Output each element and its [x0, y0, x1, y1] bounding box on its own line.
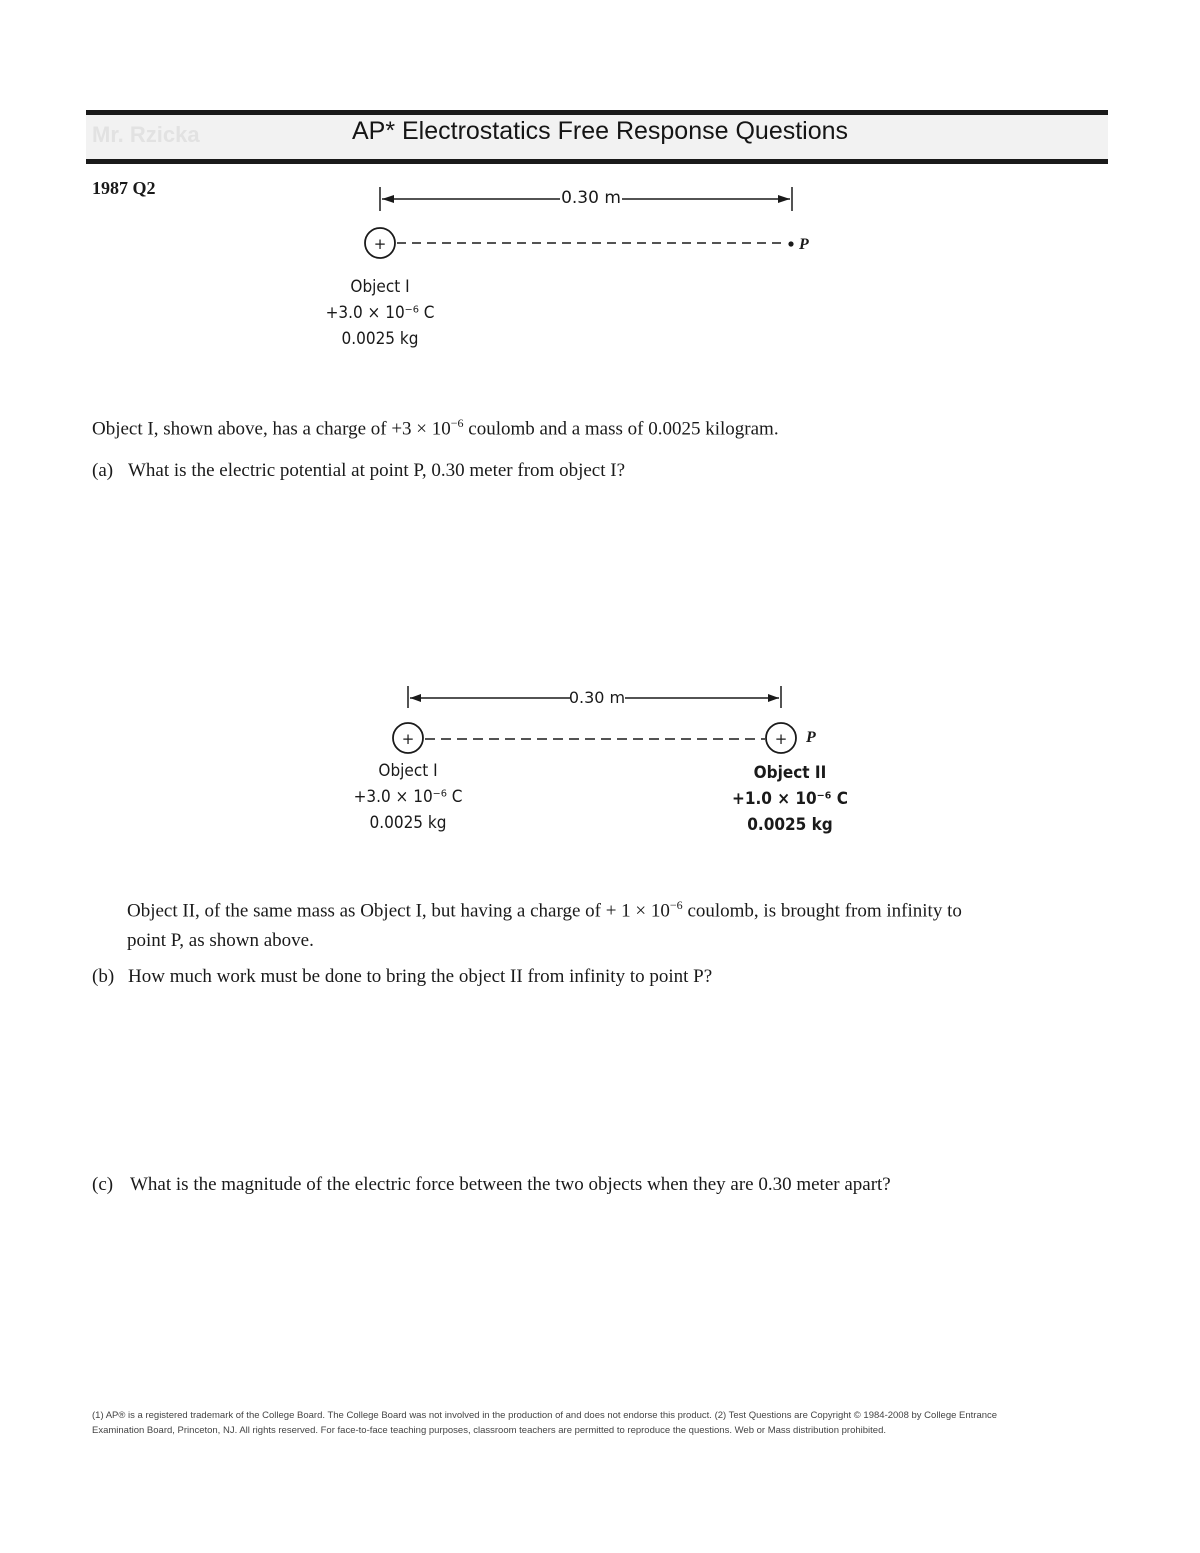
part-a — [92, 456, 1092, 486]
part-a-text: What is the electric potential at point P, 0.30 meter from object I? — [128, 460, 626, 481]
part-a-label: (a) — [92, 460, 114, 481]
diagram-2-distance-label: 0.30 m — [568, 688, 626, 707]
part-b — [92, 962, 1092, 992]
part-b-label: (b) — [92, 966, 115, 987]
diagram-2-object-ii-label — [705, 760, 875, 838]
diagram-1-point-p — [788, 241, 793, 246]
intro-paragraph — [92, 408, 1092, 444]
diagram-1-point-label: P — [799, 236, 809, 253]
part-c — [92, 1170, 1092, 1200]
page-title: AP* Electrostatics Free Response Questions — [351, 117, 849, 145]
diagram-2-object-i-charge-symbol: + — [401, 730, 415, 748]
diagram-2-object-ii-name: Object II — [753, 763, 827, 783]
diagram-2-point-label: P — [806, 729, 816, 746]
intro-text-after: coulomb and a mass of 0.0025 kilogram. — [463, 418, 779, 440]
diagram-2-object-ii-charge: +1.0 × 10⁻⁶ C — [732, 789, 848, 809]
diagram-1-charge-symbol: + — [373, 235, 387, 253]
diagram-1-object-i-name: Object I — [350, 277, 410, 297]
part-b-text: How much work must be done to bring the object II from infinity to point P? — [128, 966, 713, 987]
diagram-2-object-i-name: Object I — [378, 761, 438, 781]
diagram-2-object-ii-mass: 0.0025 kg — [747, 815, 833, 835]
diagram-1-object-i-mass: 0.0025 kg — [341, 329, 419, 349]
part-c-text: What is the magnitude of the electric force between the two objects when they are 0.30 meter apart? — [130, 1174, 891, 1195]
diagram-2-object-i-mass: 0.0025 kg — [369, 813, 447, 833]
header-ghost-text: Mr. Rzicka — [92, 122, 200, 147]
diagram-1-distance-label: 0.30 m — [561, 188, 621, 208]
object-ii-line-1 — [127, 890, 1087, 926]
question-number: 1987 Q2 — [92, 178, 156, 198]
object-ii-text-before: Object II, of the same mass as Object I, but having a charge of + 1 × 10 — [127, 900, 670, 922]
intro-text-before: Object I, shown above, has a charge of +3 × 10 — [92, 418, 451, 440]
footer-line-1: (1) AP® is a registered trademark of the College Board. The College Board was not involved in the production of and does not endorse this product. (2) Test Questions are Copyright © 1984-2008 by College Entrance — [92, 1410, 998, 1421]
object-ii-exponent: −6 — [669, 898, 683, 912]
object-ii-line-2: point P, as shown above. — [127, 930, 314, 952]
diagram-1-object-i-charge: +3.0 × 10⁻⁶ C — [325, 303, 435, 323]
object-ii-text-after: coulomb, is brought from infinity to — [682, 900, 962, 922]
diagram-2-object-i-label — [328, 758, 488, 836]
part-c-label: (c) — [92, 1174, 114, 1195]
object-ii-paragraph — [127, 890, 1087, 956]
diagram-2-object-i-charge: +3.0 × 10⁻⁶ C — [353, 787, 463, 807]
footer-line-2: Examination Board, Princeton, NJ. All rights reserved. For face-to-face teaching purposes, classroom teachers are permitted to reproduce the questions. Web or Mass distribution prohibited. — [92, 1425, 886, 1436]
copyright-footer — [92, 1408, 1072, 1438]
intro-exponent: −6 — [450, 416, 464, 430]
diagram-2 — [0, 660, 1200, 780]
diagram-1 — [0, 0, 1200, 400]
diagram-2-object-ii-charge-symbol: + — [774, 730, 788, 748]
diagram-1-object-i-label — [300, 274, 460, 352]
